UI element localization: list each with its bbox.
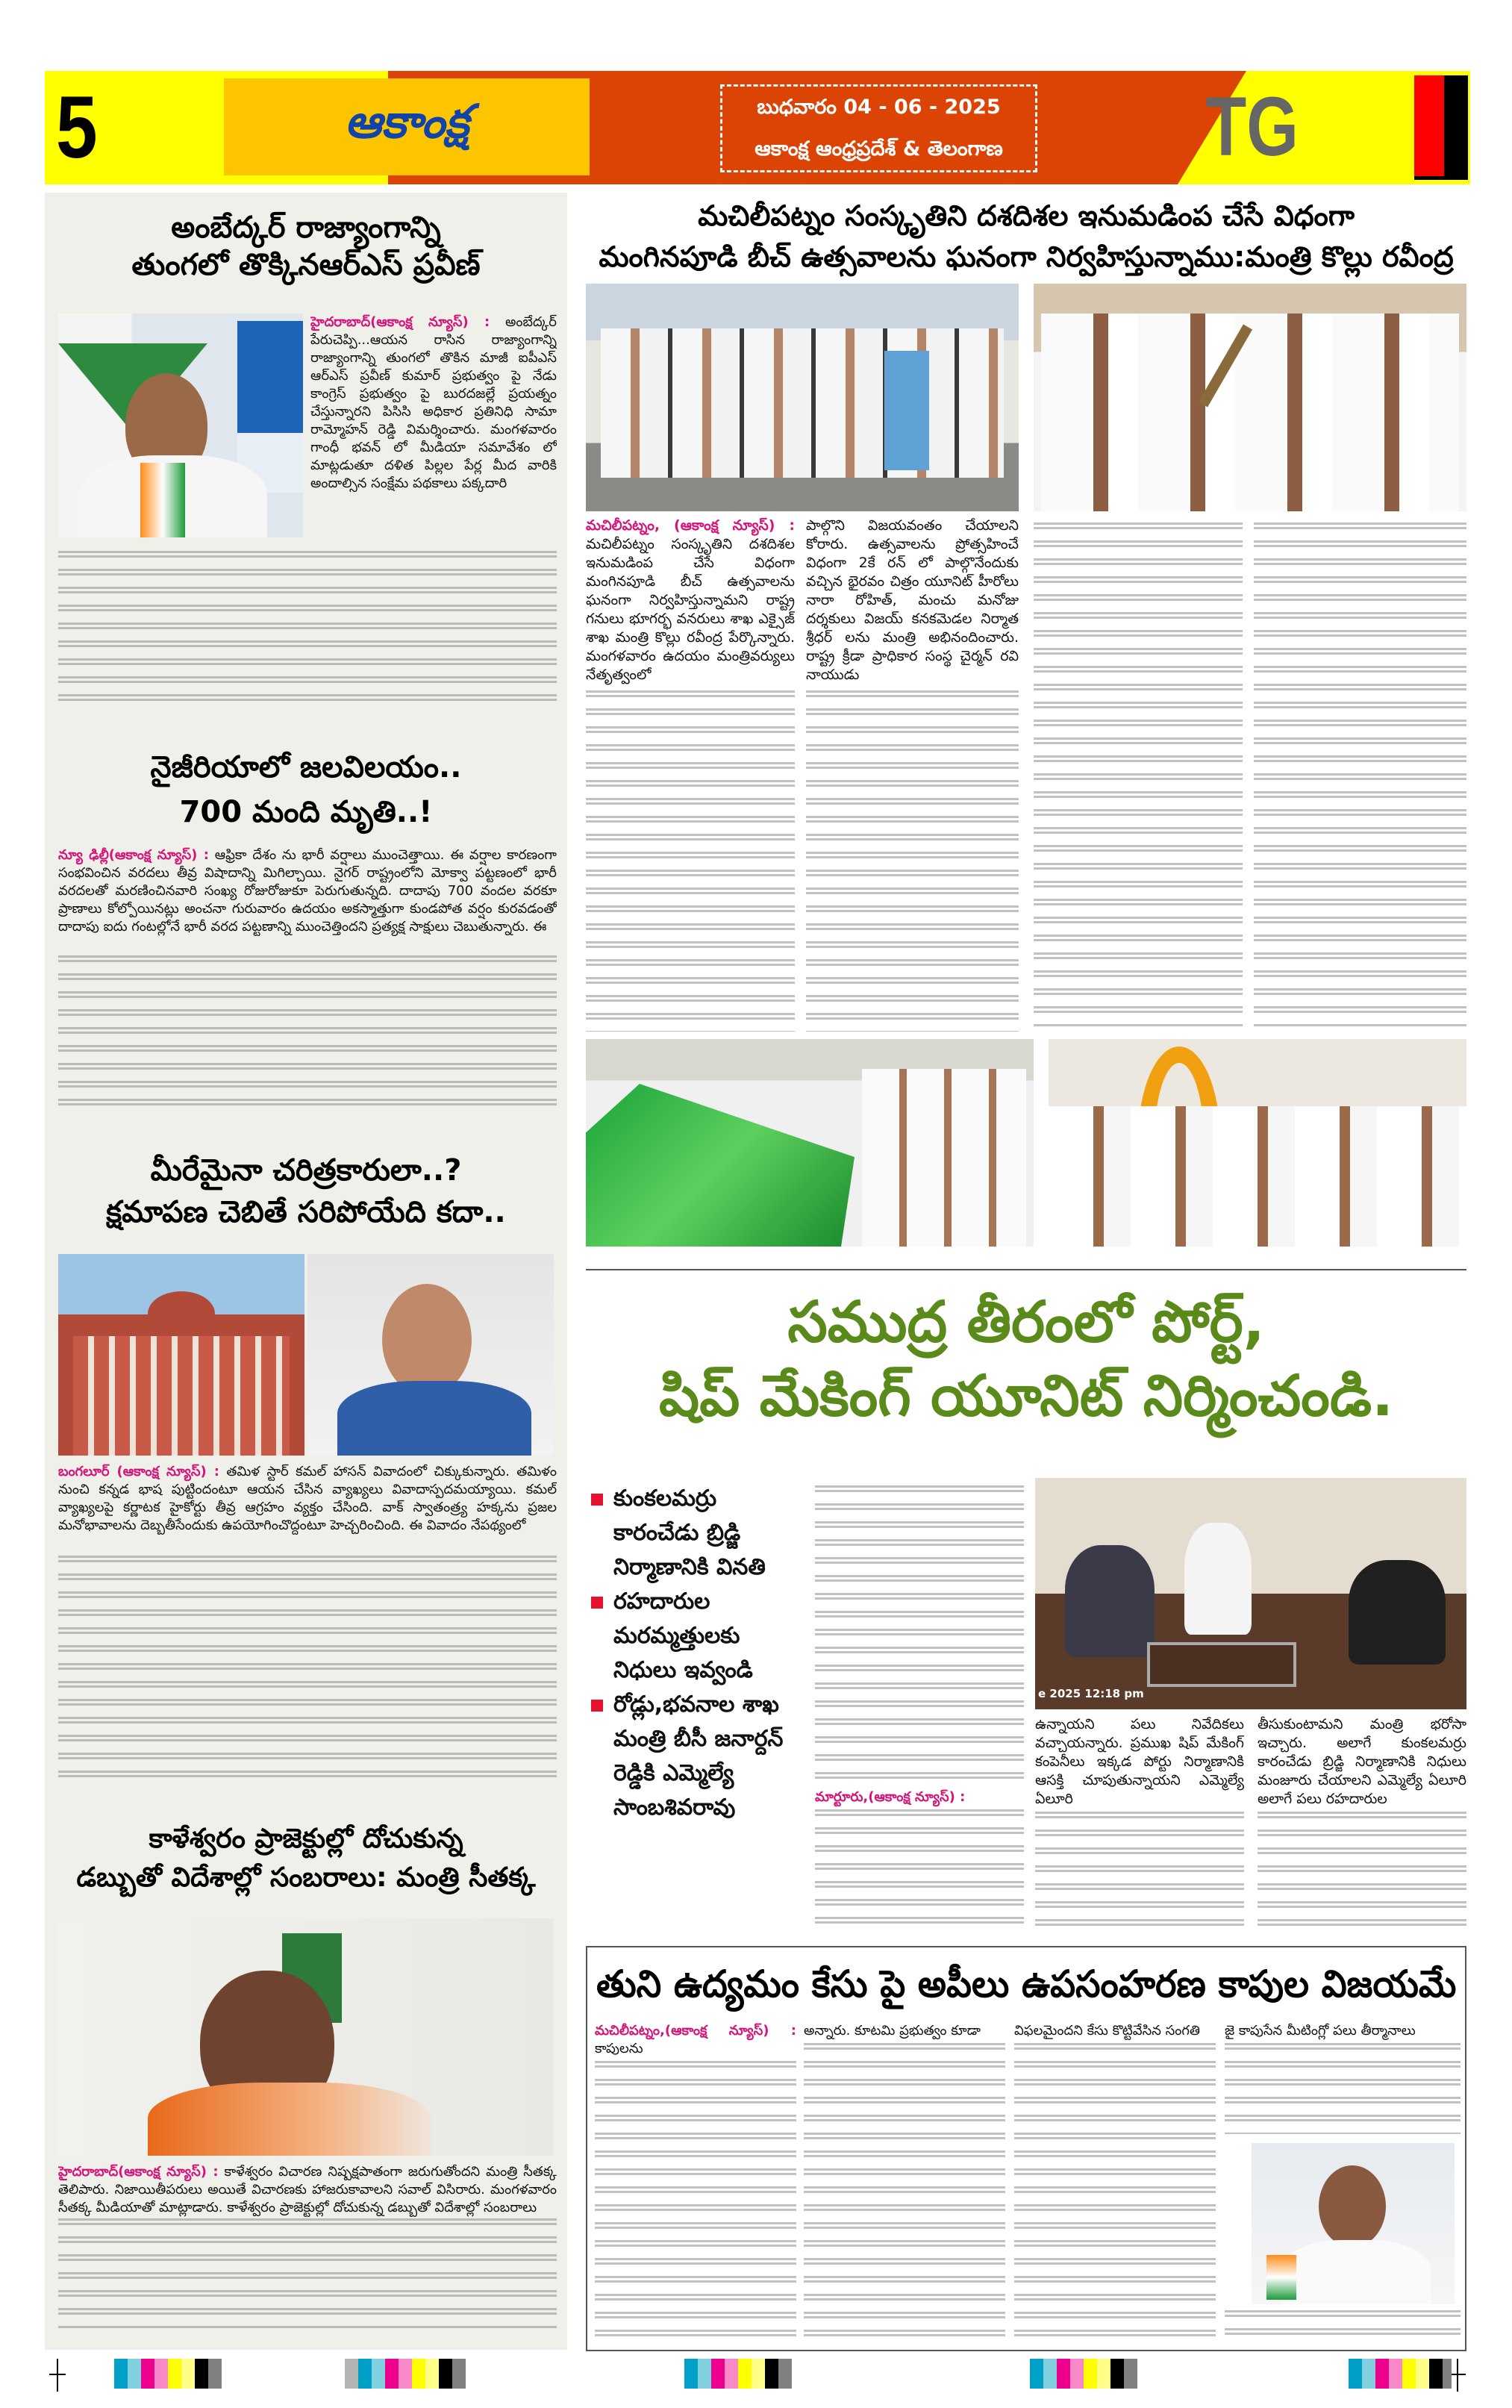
crop-mark bbox=[49, 2374, 66, 2375]
headline-line: మీరేమైనా చరిత్రకారులా..? bbox=[150, 1153, 462, 1188]
issue-date: బుధవారం 04 - 06 - 2025 bbox=[757, 96, 1001, 119]
kapu-story-box bbox=[586, 1946, 1466, 2351]
ambedkar-headline bbox=[52, 209, 560, 284]
highlight-item bbox=[591, 1482, 807, 1585]
article-text-continued bbox=[1258, 1812, 1466, 1932]
bullet-icon bbox=[591, 1700, 603, 1712]
ambedkar-body bbox=[310, 314, 557, 546]
highlight-text: రహదారుల మరమ్మత్తులకు నిధులు ఇవ్వండి bbox=[613, 1588, 753, 1683]
color-calibration-bar bbox=[1349, 2359, 1452, 2389]
port-body-col-1b bbox=[815, 1788, 1024, 1930]
machilipatnam-headline bbox=[590, 196, 1463, 278]
headline-line: డబ్బుతో విదేశాల్లో సంబరాలు: మంత్రి సీతక్క bbox=[76, 1862, 536, 1894]
highlight-text: కుంకలమర్రు కారంచేడు బ్రిడ్జి నిర్మాణానికి వినతి bbox=[613, 1485, 766, 1580]
crop-mark bbox=[1449, 2374, 1466, 2375]
color-calibration-bar bbox=[684, 2359, 792, 2389]
article-text-continued bbox=[1225, 2310, 1461, 2343]
article-text-continued bbox=[595, 2061, 796, 2343]
meeting-photo bbox=[1035, 1478, 1466, 1709]
color-calibration-bar bbox=[1030, 2359, 1137, 2389]
kapu-body-col-1 bbox=[595, 2022, 796, 2343]
article-text-continued bbox=[58, 551, 557, 708]
article-text: అంబేద్కర్ పేరుచెప్పి...ఆయన రాసిన రాజ్యాంగాన్ని రాజ్యాంగాన్ని తుంగలో తొకిన మాజీ ఐపీఎస్ ఆర్ఎస్ ప్రవీణ్ కుమార్ ప్రభుత్వం పై నేడు కాంగ్రెస్ ప్రభుత్వం పై బురదజల్లే ప్రయత్నం చేస్తున్నారని పిసిసి అధికార ప్రతినిధి సామా రామ్మోహన్ రెడ్డి విమర్శించారు. మంగళవారం గాంధీ భవన్ లో మీడియా సమావేశం లో మాట్లడుతూ దళిత పిల్లల పేర్ల మీద వారికి అందాల్సిన సంక్షేమ పథకాలు పక్కదారి bbox=[310, 314, 557, 491]
color-calibration-bar bbox=[345, 2359, 466, 2389]
headline-line: మచిలీపట్నం సంస్కృతిని దశదిశల ఇనుమడింప చేసే విధంగా bbox=[698, 199, 1355, 232]
headline-line: 700 మంది మృతి..! bbox=[179, 795, 433, 829]
dateline: మచిలీపట్నం,(ఆకాంక్ష న్యూస్) : bbox=[595, 2023, 796, 2039]
ambedkar-photo bbox=[58, 314, 303, 537]
port-headline bbox=[590, 1285, 1463, 1433]
kamal-body bbox=[58, 1463, 557, 1553]
kamal-headline bbox=[52, 1150, 560, 1233]
court-building-photo bbox=[58, 1254, 304, 1456]
article-text: తమిళ స్టార్ కమల్ హాసన్ వివాదంలో చిక్కుకున్నారు. తమిళం నుంచి కన్నడ భాష పుట్టిందంటూ ఆయన చేసిన వ్యాఖ్యలు వివాదాస్పదమయ్యాయి. కమల్ వ్యాఖ్యలపై కర్ణాటక హైకోర్టు తీవ్ర ఆగ్రహం వ్యక్తం చేసింది. వాక్ స్వాతంత్ర్య హక్కను ప్రజల మనోభావాలను దెబ్బతీసేందుకు ఉపయోగించొద్దంటూ హెచ్చరించింది. ఈ వివాదం నేపథ్యంలో bbox=[58, 1464, 557, 1533]
article-text-continued bbox=[1035, 1812, 1244, 1932]
bullet-icon bbox=[591, 1494, 603, 1506]
headline-line: తుంగలో తొక్కినఆర్ఎస్ ప్రవీణ్ bbox=[131, 248, 481, 282]
torch-photo bbox=[1034, 284, 1466, 511]
edition-code: TG bbox=[1205, 80, 1299, 173]
dateline: బంగలూర్ (ఆకాంక్ష న్యూస్) : bbox=[58, 1464, 219, 1479]
article-text-continued bbox=[58, 955, 557, 1117]
seethakka-photo bbox=[58, 1918, 554, 2156]
headline-line: అంబేద్కర్ రాజ్యాంగాన్ని bbox=[171, 210, 441, 245]
machilipatnam-body-col-2 bbox=[806, 517, 1019, 1032]
dateline: హైదరాబాద్(ఆకాంక్ష న్యూస్) : bbox=[58, 2164, 219, 2180]
article-text-continued bbox=[58, 1556, 557, 1788]
date-box bbox=[720, 84, 1037, 172]
headline-line: షిప్ మేకింగ్ యూనిట్ నిర్మించండి. bbox=[659, 1361, 1393, 1429]
article-text: మచిలీపట్నం సంస్కృతిని దశదిశల ఇనుమడింప చేసే విధంగా మంగినపూడి బీచ్ ఉత్సవాలను ఘనంగా నిర్వహిస్తున్నామని రాష్ట్ర గనులు భూగర్భ వనరులు శాఖ ఎక్సైజ్ శాఖ మంత్రి కొల్లు రవీంద్ర పేర్కొన్నారు. మంగళవారం ఉదయం మంత్రివర్యులు నేతృత్వంలో bbox=[586, 536, 795, 683]
headline-line: సముద్ర తీరంలో పోర్ట్, bbox=[787, 1288, 1265, 1355]
article-text: జై కాపుసేన మీటింగ్లో పలు తీర్మానాలు bbox=[1225, 2023, 1416, 2039]
headline-line: కాళేశ్వరం ప్రాజెక్టుల్లో దోచుకున్న bbox=[149, 1824, 463, 1854]
highlight-item bbox=[591, 1688, 807, 1825]
kapu-body-col-4 bbox=[1225, 2022, 1461, 2134]
bullet-icon bbox=[591, 1597, 603, 1609]
article-text-continued bbox=[58, 2218, 557, 2330]
port-body-col-2 bbox=[1035, 1715, 1244, 1932]
port-body-col-3 bbox=[1258, 1715, 1466, 1932]
article-text: ఆఫ్రికా దేశం ను భారీ వర్షాలు ముంచెత్తాయి. ఈ వర్షాల కారణంగా సంభవించిన వరదలు తీవ్ర విషాదాన్ని మిగిల్చాయి. నైగర్ రాష్ట్రంలోని మోక్వా పట్టణంలో భారీ వరదలతో మరణించినవారి సంఖ్య రోజురోజుకూ పెరుగుతున్నది. దాదాపు 700 వందల వరకూ ప్రాణాలు కోల్పోయినట్లు అంచనా గురువారం ఉదయం అకస్మాత్తుగా కుండపోత వర్షం కురవడంతో దాదాపు ఐదు గంటల్లోనే భారీ వరద పట్టణాన్ని ముంచెత్తిందని ప్రత్యక్ష సాక్షులు చెబుతున్నారు. ఈ bbox=[58, 847, 557, 935]
highlight-item bbox=[591, 1585, 807, 1688]
seethakka-headline bbox=[52, 1820, 560, 1897]
color-calibration-bar bbox=[114, 2359, 222, 2389]
kapu-leader-photo bbox=[1252, 2143, 1455, 2304]
seethakka-body bbox=[58, 2163, 557, 2217]
machilipatnam-body-col-3 bbox=[1034, 523, 1243, 1026]
article-text: కాళేశ్వరం విచారణ నిష్పక్షపాతంగా జరుగుతోందని మంత్రి సీతక్క తెలిపారు. నిజాయితీపరులు అయితే విచారణకు హాజరుకావాలని సవాల్ విసిరారు. మంగళవారం సీతక్క మీడియాతో మాట్లాడారు. కాళేశ్వరం ప్రాజెక్టుల్లో దోచుకున్న డబ్బుతో విదేశాల్లో సంబరాలు bbox=[58, 2164, 557, 2215]
article-text-continued bbox=[1014, 2043, 1216, 2342]
kapu-headline: తుని ఉద్యమం కేసు పై అపీలు ఉపసంహరణ కాపుల విజయమే bbox=[596, 1962, 1457, 2006]
article-text: అన్నారు. కూటమి ప్రభుత్వం కూడా bbox=[804, 2023, 981, 2039]
kapu-body-col-2 bbox=[804, 2022, 1005, 2343]
masthead bbox=[45, 71, 1470, 184]
section-divider bbox=[586, 1269, 1466, 1270]
headline-line: మంగినపూడి బీచ్ ఉత్సవాలను ఘనంగా నిర్వహిస్తున్నాము:మంత్రి కొల్లు రవీంద్ర bbox=[599, 240, 1454, 274]
photo-timestamp: e 2025 12:18 pm bbox=[1038, 1687, 1144, 1700]
kapu-body-col-3 bbox=[1014, 2022, 1216, 2343]
article-text-continued bbox=[804, 2043, 1005, 2342]
highlight-text: రోడ్లు,భవనాల శాఖ మంత్రి బీసీ జనార్దన్ రెడ్డికి ఎమ్మెల్యే సాంబశివరావు bbox=[613, 1691, 784, 1821]
dateline: హైదరాబాద్(ఆకాంక్ష న్యూస్) : bbox=[310, 314, 490, 330]
kamal-haasan-photo bbox=[307, 1254, 554, 1456]
dateline: న్యూ ఢిల్లీ(ఆకాంక్ష న్యూస్) : bbox=[58, 847, 209, 863]
dateline: మచిలీపట్నం, (ఆకాంక్ష న్యూస్) : bbox=[586, 517, 795, 534]
article-text-continued bbox=[586, 690, 795, 1032]
article-text: విఫలమైందని కేసు కొట్టివేసిన సంగతి bbox=[1014, 2023, 1200, 2039]
flag-off-photo bbox=[586, 1039, 1034, 1247]
color-block bbox=[1414, 75, 1468, 180]
article-text: పాల్గొని విజయవంతం చేయాలని కోరారు. ఉత్సవాలను ప్రోత్సహించే విధంగా 2కే రన్ లో పాల్గొనేందుకు వచ్చిన భైరవం చిత్రం యూనిట్ హీరోలు నారా రోహిత్, మంచు మనోజు దర్శకులు విజయ్ కనకమెడల నిర్మాత శ్రీధర్ లను మంత్రి అభినందించారు. రాష్ట్ర క్రీడా ప్రాధికార సంస్థ చైర్మన్ రవి నాయుడు bbox=[806, 517, 1019, 683]
port-body-col-1 bbox=[815, 1485, 1024, 1784]
edition-name: ఆకాంక్ష ఆంధ్రప్రదేశ్ & తెలంగాణ bbox=[755, 137, 1003, 160]
machilipatnam-body-col-1 bbox=[586, 517, 795, 1032]
page-number: 5 bbox=[55, 78, 98, 177]
machilipatnam-body-col-4 bbox=[1254, 523, 1466, 1026]
article-text-continued bbox=[1225, 2043, 1461, 2134]
dateline: మార్టూరు,(ఆకాంక్ష న్యూస్) : bbox=[815, 1789, 966, 1805]
port-highlights bbox=[591, 1482, 807, 1930]
2k-run-photo bbox=[586, 284, 1019, 511]
article-text-continued bbox=[815, 1809, 1024, 1929]
newspaper-logo: ఆకాంక్ష bbox=[224, 78, 590, 175]
article-text: ఉన్నాయని పలు నివేదికలు వచ్చాయన్నారు. ప్రముఖ షిప్ మేకింగ్ కంపెనీలు ఇక్కడ పోర్టు నిర్మాణానికి ఆసక్తి చూపుతున్నాయని ఎమ్మెల్యే ఏలూరి bbox=[1035, 1716, 1244, 1807]
article-text-continued bbox=[806, 690, 1019, 1032]
article-text: తీసుకుంటామని మంత్రి భరోసా ఇచ్చారు. అలాగే కుంకలమర్రు కారంచేడు బ్రిడ్జి నిర్మాణానికి నిధులు మంజూరు చేయాలని ఎమ్మెల్యే ఏలూరి అలాగే పలు రహదారుల bbox=[1258, 1716, 1466, 1807]
left-column bbox=[45, 193, 567, 2350]
nigeria-body bbox=[58, 846, 557, 954]
nigeria-headline bbox=[52, 745, 560, 835]
headline-line: నైజీరియాలో జలవిలయం.. bbox=[150, 750, 462, 785]
article-text: కాపులను bbox=[595, 2041, 643, 2056]
garland-photo bbox=[1049, 1039, 1466, 1247]
headline-line: క్షమాపణ చెబితే సరిపోయేది కదా.. bbox=[106, 1195, 506, 1229]
crop-mark bbox=[1457, 2359, 1458, 2392]
crop-mark bbox=[57, 2359, 58, 2392]
